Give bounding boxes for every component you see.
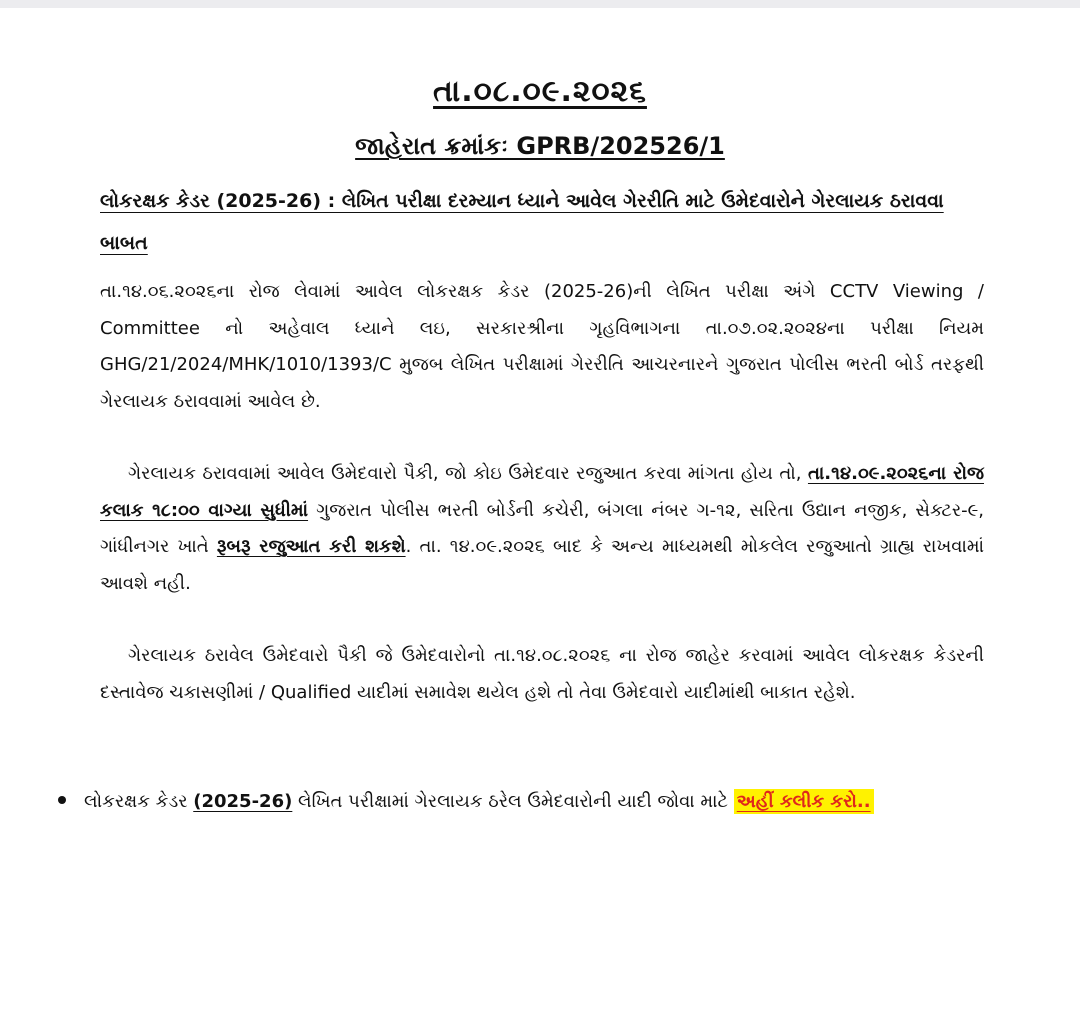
paragraph-exclusion: ગેરલાયક ઠરાવેલ ઉમેદવારો પૈકી જે ઉમેદવારોનો તા.૧૪.૦૮.૨૦૨૬ ના રોજ જાહેર કરવામાં આવેલ લોકરક્ષક કેડરની દસ્તાવેજ ચકાસણીમાં / Qualified યાદીમાં સમાવેશ થયેલ હશે તો તેવા ઉમેદવારો યાદીમાંથી બાકાત રહેશે. — [100, 645, 984, 703]
paragraph-exam-irregularity: તા.૧૪.૦૬.૨૦૨૬ના રોજ લેવામાં આવેલ લોકરક્ષક કેડર (2025-26)ની લેખિત પરીક્ષા અંગે CCTV Viewing / Committee નો અહેવાલ ધ્યાને લઇ, સરકારશ્રીના ગૃહવિભાગના તા.૦૭.૦૨.૨૦૨૪ના પરીક્ષા નિયમ GHG/21/2024/MHK/1010/1393/C મુજબ લેખિત પરીક્ષામાં ગેરરીતિ આચરનારને ગુજરાત પોલીસ ભરતી બોર્ડ તરફથી ગેરલાયક ઠરાવવામાં આવેલ છે. — [100, 281, 984, 412]
representation-text-1: ગેરલાયક ઠરાવવામાં આવેલ ઉમેદવારો પૈકી, જો કોઇ ઉમેદવાર રજુઆત કરવા માંગતા હોય તો, — [128, 463, 808, 484]
representation-text-2: ગુજરાત પોલીસ ભરતી બોર્ડની કચેરી, બંગલા નંબર ગ-૧૨, સરિતા ઉદ્યાન નજીક, સેક્ટર-૯, ગાંધીનગર ખાતે — [100, 499, 984, 557]
notice-subject: લોકરક્ષક કેડર (2025-26) : લેખિત પરીક્ષા દરમ્યાન ધ્યાને આવેલ ગેરરીતિ માટે ઉમેદવારોને ગેરલાયક ઠરાવવા બાબત — [100, 190, 944, 254]
bullet-text-before: લોકરક્ષક કેડર — [84, 791, 194, 812]
notice-date: તા.૦૮.૦૯.૨૦૨૬ — [433, 74, 647, 109]
top-status-strip — [0, 0, 1080, 8]
disqualified-list-bullet — [58, 784, 1018, 820]
bullet-text-after: લેખિત પરીક્ષામાં ગેરલાયક ઠરેલ ઉમેદવારોની યાદી જોવા માટે — [292, 791, 734, 812]
click-here-link[interactable]: અહીં કલીક કરો.. — [734, 789, 874, 814]
bullet-year: (2025-26) — [193, 791, 293, 812]
paragraph-representation — [100, 456, 984, 602]
bullet-dot-icon — [58, 796, 66, 804]
representation-in-person: રૂબરૂ રજુઆત કરી શકશે — [216, 536, 406, 557]
advertisement-number: જાહેરાત ક્રમાંકઃ GPRB/202526/1 — [355, 132, 725, 160]
representation-text-3: . તા. ૧૪.૦૯.૨૦૨૬ બાદ કે અન્ય માધ્યમથી મોકલેલ રજુઆતો ગ્રાહ્ય રાખવામાં આવશે નહી. — [100, 536, 985, 594]
representation-deadline: તા.૧૪.૦૯.૨૦૨૬ના રોજ કલાક ૧૮:૦૦ વાગ્યા સુધીમાં — [100, 463, 984, 521]
